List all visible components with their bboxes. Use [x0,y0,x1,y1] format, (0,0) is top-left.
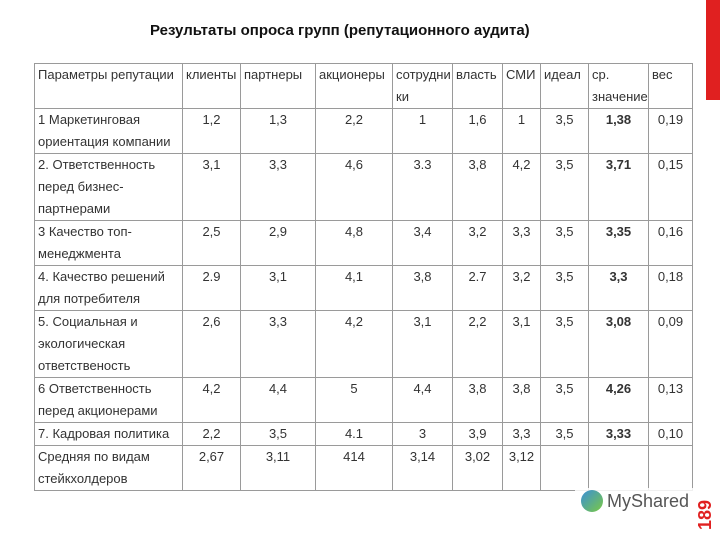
table-cell: 3,1 [241,266,316,311]
table-cell: 3,8 [393,266,453,311]
table-cell: 3,12 [503,446,541,491]
table-cell: 3,5 [241,423,316,446]
table-cell: 2.9 [183,266,241,311]
table-cell: 4,2 [183,378,241,423]
table-body [35,109,693,491]
table-cell: 4,4 [241,378,316,423]
row-parameter-cell: 5. Социальная и экологическая ответственость [35,311,183,378]
table-cell: 3,35 [589,221,649,266]
table-cell: 4,4 [393,378,453,423]
column-header: партнеры [241,64,316,109]
table-cell: 3,4 [393,221,453,266]
results-table [34,63,693,491]
table-header-row [35,64,693,109]
column-header: СМИ [503,64,541,109]
table-cell: 4,2 [316,311,393,378]
column-header: идеал [541,64,589,109]
table-cell: 3,3 [241,154,316,221]
table-row [35,266,693,311]
table-cell: 4,26 [589,378,649,423]
column-header: Параметры репутации [35,64,183,109]
row-parameter-cell: 7. Кадровая политика [35,423,183,446]
table-cell: 3,1 [503,311,541,378]
table-cell: 2,9 [241,221,316,266]
row-parameter-cell: 4. Качество решений для потребителя [35,266,183,311]
table-cell: 0,16 [649,221,693,266]
table-cell: 2,2 [453,311,503,378]
table-cell: 3,9 [453,423,503,446]
table-cell: 2,2 [183,423,241,446]
table-cell: 414 [316,446,393,491]
table-row [35,109,693,154]
table-cell: 3,8 [453,378,503,423]
table-row [35,446,693,491]
watermark [575,488,695,514]
table-cell: 2,2 [316,109,393,154]
table-cell: 0,13 [649,378,693,423]
table-cell: 3,3 [589,266,649,311]
watermark-text: MyShared [607,490,690,511]
table-cell: 4.1 [316,423,393,446]
slide-title: Результаты опроса групп (репутационного аудита) [150,22,530,39]
table-cell: 3 [393,423,453,446]
column-header: ср. значение [589,64,649,109]
table-cell: 2,6 [183,311,241,378]
table-cell: 3,5 [541,266,589,311]
results-table-container [34,63,692,491]
table-cell [589,446,649,491]
table-cell: 3,08 [589,311,649,378]
column-header: власть [453,64,503,109]
table-cell: 2.7 [453,266,503,311]
table-cell: 3,2 [503,266,541,311]
table-cell: 3,5 [541,221,589,266]
table-cell: 1,2 [183,109,241,154]
table-cell: 2,5 [183,221,241,266]
table-cell: 3,02 [453,446,503,491]
table-row [35,154,693,221]
table-cell: 3,3 [503,221,541,266]
table-cell: 3,5 [541,154,589,221]
table-cell: 0,18 [649,266,693,311]
row-parameter-cell: 6 Ответственность перед акционерами [35,378,183,423]
table-row [35,378,693,423]
table-cell: 2,67 [183,446,241,491]
column-header: акционеры [316,64,393,109]
row-parameter-cell: 1 Маркетинговая ориентация компании [35,109,183,154]
column-header: клиенты [183,64,241,109]
row-parameter-cell: 2. Ответственность перед бизнес-партнерами [35,154,183,221]
table-cell: 0,19 [649,109,693,154]
table-cell: 4,8 [316,221,393,266]
table-row [35,423,693,446]
table-cell: 0,10 [649,423,693,446]
row-parameter-cell: Средняя по видам стейкхолдеров [35,446,183,491]
table-cell: 3,2 [453,221,503,266]
table-cell: 1,3 [241,109,316,154]
table-cell: 3,5 [541,378,589,423]
table-cell: 3,5 [541,311,589,378]
table-cell: 3,5 [541,423,589,446]
table-cell: 1,38 [589,109,649,154]
table-cell [541,446,589,491]
myshared-logo-icon [581,490,603,512]
table-cell: 3,8 [503,378,541,423]
table-row [35,311,693,378]
column-header: сотрудни ки [393,64,453,109]
table-cell: 1 [503,109,541,154]
table-cell: 3,8 [453,154,503,221]
table-cell: 3,1 [183,154,241,221]
table-cell: 4,1 [316,266,393,311]
table-cell: 0,09 [649,311,693,378]
table-cell: 0,15 [649,154,693,221]
table-cell: 3,33 [589,423,649,446]
table-cell: 3,14 [393,446,453,491]
page-number: 189 [695,499,715,530]
table-cell: 3,5 [541,109,589,154]
table-cell: 4,6 [316,154,393,221]
table-cell: 3.3 [393,154,453,221]
table-cell: 3,3 [503,423,541,446]
table-cell: 1,6 [453,109,503,154]
table-cell: 3,71 [589,154,649,221]
table-cell: 3,3 [241,311,316,378]
table-cell: 5 [316,378,393,423]
row-parameter-cell: 3 Качество топ-менеджмента [35,221,183,266]
accent-bar [706,0,720,100]
table-cell: 4,2 [503,154,541,221]
table-cell: 3,1 [393,311,453,378]
table-cell: 3,11 [241,446,316,491]
column-header: вес [649,64,693,109]
table-cell: 1 [393,109,453,154]
table-cell [649,446,693,491]
table-row [35,221,693,266]
